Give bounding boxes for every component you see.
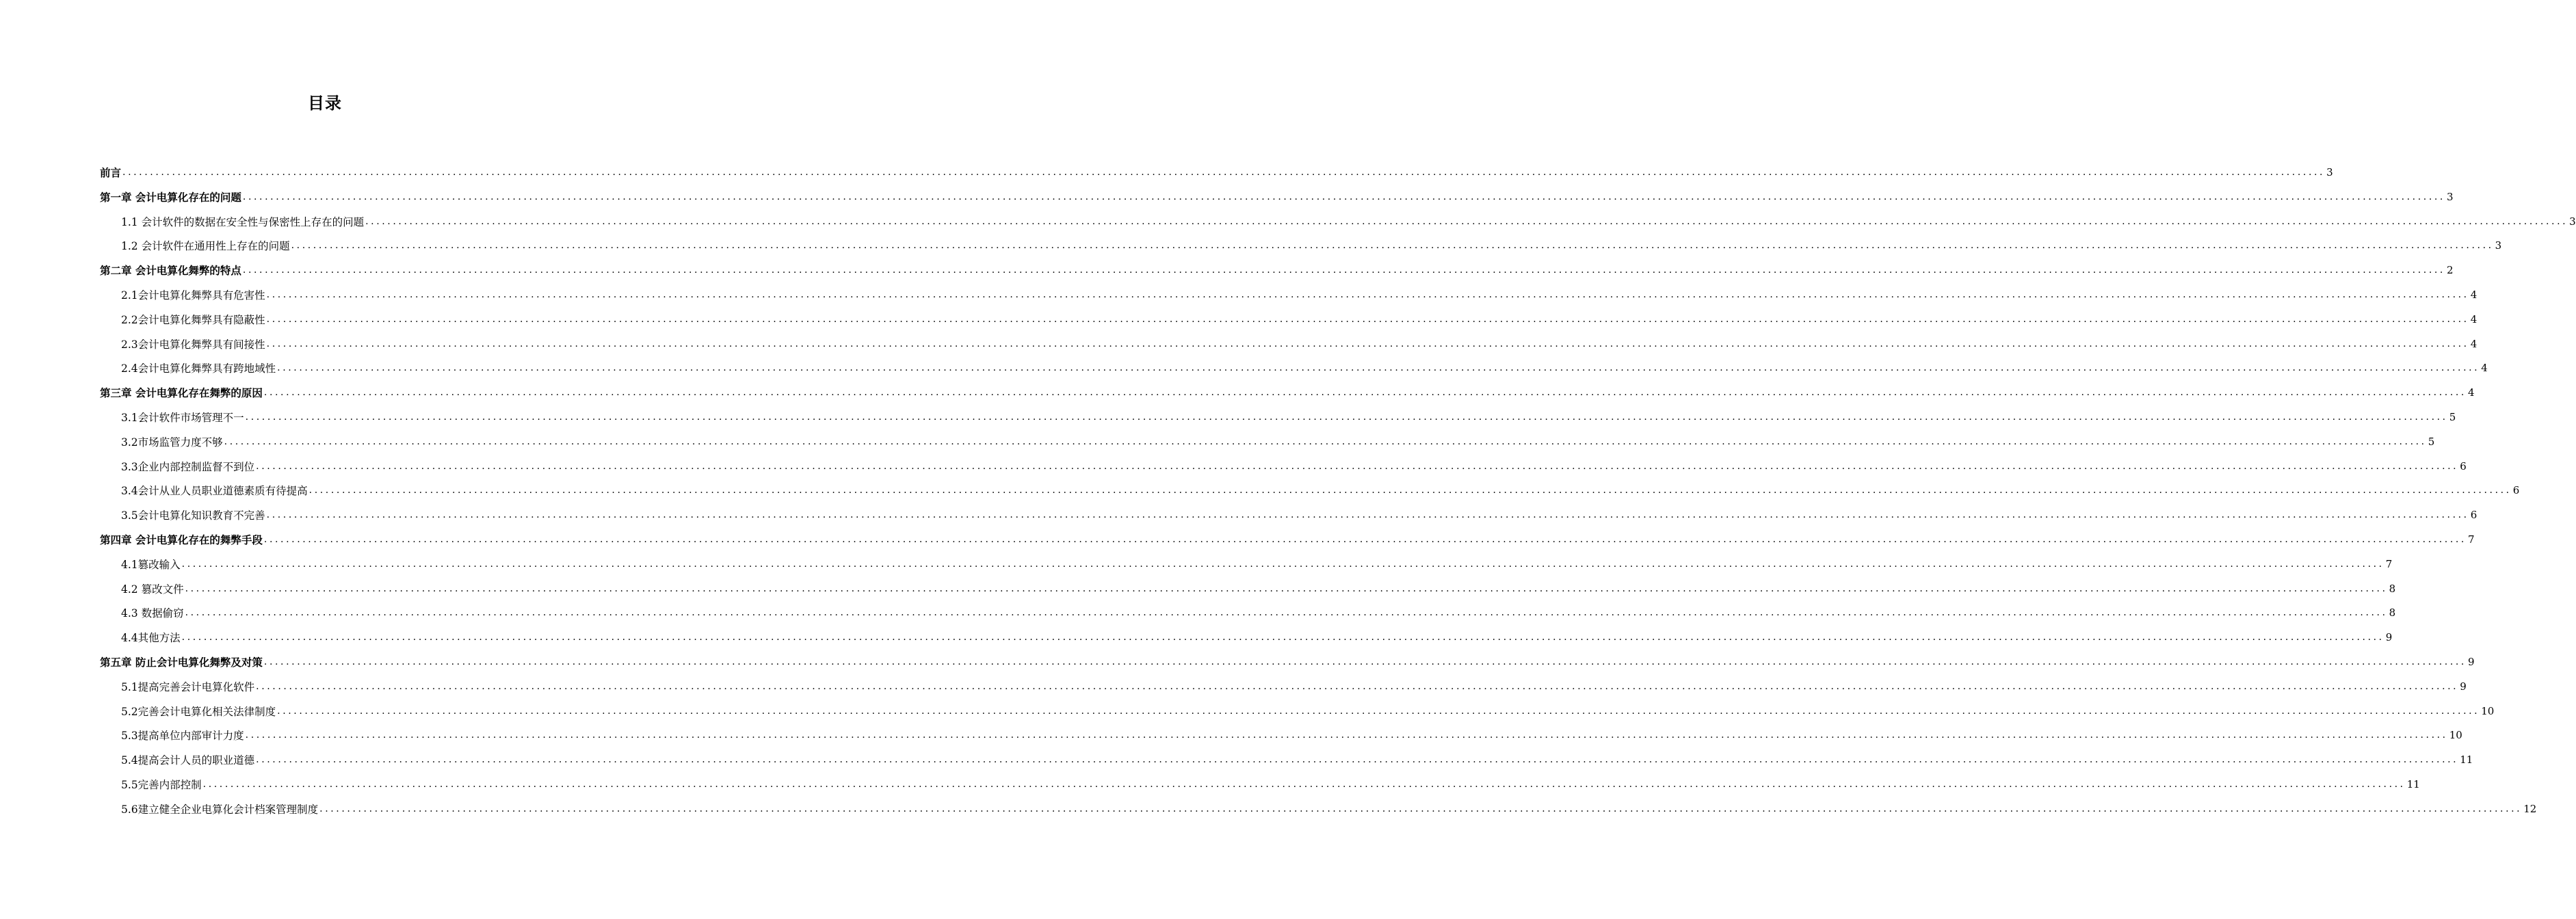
toc-entry-title: 第五章 防止会计电算化舞弊及对策 — [100, 656, 263, 669]
toc-dot-leader: ................................................................................................................................................................................................................................................................................................................................................................................................................ — [263, 387, 2467, 399]
toc-section-entry[interactable] — [121, 478, 2520, 503]
toc-section-entry[interactable] — [121, 576, 2396, 601]
toc-page-number: 6 — [2512, 484, 2520, 497]
toc-section-entry[interactable] — [121, 600, 2396, 625]
toc-chapter-entry[interactable] — [100, 258, 2454, 282]
toc-entry-title: 2.4会计电算化舞弊具有跨地域性 — [121, 362, 276, 375]
toc-section-entry[interactable] — [121, 747, 2473, 772]
toc-page-number: 3 — [2326, 166, 2333, 178]
toc-section-entry[interactable] — [121, 503, 2478, 527]
toc-page-number: 8 — [2389, 582, 2396, 595]
toc-entry-title: 1.1 会计软件的数据在安全性与保密性上存在的问题 — [121, 215, 365, 228]
toc-dot-leader: ................................................................................................................................................................................................................................................................................................................................................................................................................ — [185, 583, 2388, 594]
toc-section-entry[interactable] — [121, 772, 2420, 797]
toc-entry-title: 2.2会计电算化舞弊具有隐蔽性 — [121, 313, 265, 326]
toc-page-number: 4 — [2481, 362, 2488, 375]
toc-dot-leader: ................................................................................................................................................................................................................................................................................................................................................................................................................ — [277, 362, 2480, 374]
toc-page-number: 4 — [2470, 289, 2478, 301]
toc-entry-title: 第一章 会计电算化存在的问题 — [100, 191, 241, 204]
toc-entry-title: 5.1提高完善会计电算化软件 — [121, 680, 255, 693]
toc-entry-title: 4.3 数据偷窃 — [121, 607, 184, 620]
toc-page-number: 7 — [2467, 533, 2475, 546]
toc-entry-title: 5.5完善内部控制 — [121, 779, 202, 791]
toc-dot-leader: ................................................................................................................................................................................................................................................................................................................................................................................................................ — [202, 779, 2406, 790]
toc-dot-leader: ................................................................................................................................................................................................................................................................................................................................................................................................................ — [266, 313, 2469, 325]
toc-page-number: 10 — [2481, 704, 2495, 717]
toc-chapter-entry[interactable] — [100, 650, 2475, 674]
toc-page-number: 4 — [2470, 337, 2478, 350]
toc-page-number: 11 — [2460, 754, 2473, 767]
toc-dot-leader: ................................................................................................................................................................................................................................................................................................................................................................................................................ — [365, 215, 2568, 227]
toc-section-entry[interactable] — [121, 699, 2495, 723]
toc-page-number: 5 — [2428, 435, 2435, 448]
toc-page-number: 12 — [2523, 802, 2537, 815]
toc-section-entry[interactable] — [121, 209, 2576, 234]
toc-page-number: 11 — [2406, 778, 2420, 790]
toc-page-number: 6 — [2460, 460, 2467, 472]
toc-page-number: 3 — [2569, 215, 2576, 228]
toc-section-entry[interactable] — [121, 307, 2478, 332]
toc-section-entry[interactable] — [121, 332, 2478, 356]
toc-dot-leader: ................................................................................................................................................................................................................................................................................................................................................................................................................ — [277, 705, 2480, 717]
toc-page-number: 5 — [2449, 411, 2456, 423]
toc-entry-title: 1.2 会计软件在通用性上存在的问题 — [121, 240, 290, 253]
toc-dot-leader: ................................................................................................................................................................................................................................................................................................................................................................................................................ — [256, 754, 2459, 766]
toc-entry-title: 4.2 篡改文件 — [121, 583, 184, 596]
toc-dot-leader: ................................................................................................................................................................................................................................................................................................................................................................................................................ — [263, 656, 2467, 667]
toc-section-entry[interactable] — [121, 674, 2467, 699]
toc-chapter-entry[interactable] — [100, 185, 2454, 209]
toc-chapter-entry[interactable] — [100, 380, 2475, 405]
toc-dot-leader: ................................................................................................................................................................................................................................................................................................................................................................................................................ — [242, 191, 2445, 202]
toc-dot-leader: ................................................................................................................................................................................................................................................................................................................................................................................................................ — [256, 680, 2459, 692]
toc-entry-title: 5.4提高会计人员的职业道德 — [121, 754, 255, 767]
toc-page-number: 2 — [2446, 264, 2454, 277]
toc-dot-leader: ................................................................................................................................................................................................................................................................................................................................................................................................................ — [263, 534, 2467, 545]
toc-entry-title: 3.1会计软件市场管理不一 — [121, 412, 244, 424]
toc-dot-leader: ................................................................................................................................................................................................................................................................................................................................................................................................................ — [308, 485, 2512, 496]
toc-chapter-entry[interactable] — [100, 160, 2333, 185]
toc-page-number: 4 — [2470, 312, 2478, 325]
toc-page-number: 10 — [2449, 729, 2462, 742]
toc-dot-leader: ................................................................................................................................................................................................................................................................................................................................................................................................................ — [185, 607, 2388, 619]
toc-entry-title: 3.4会计从业人员职业道德素质有待提高 — [121, 485, 308, 498]
toc-dot-leader: ................................................................................................................................................................................................................................................................................................................................................................................................................ — [245, 730, 2448, 741]
toc-section-entry[interactable] — [121, 723, 2462, 747]
toc-dot-leader: ................................................................................................................................................................................................................................................................................................................................................................................................................ — [122, 167, 2326, 178]
toc-dot-leader: ................................................................................................................................................................................................................................................................................................................................................................................................................ — [319, 803, 2523, 814]
toc-entry-title: 第二章 会计电算化舞弊的特点 — [100, 265, 241, 278]
toc-section-entry[interactable] — [121, 625, 2393, 650]
toc-dot-leader: ................................................................................................................................................................................................................................................................................................................................................................................................................ — [291, 240, 2494, 252]
toc-section-entry[interactable] — [121, 233, 2502, 258]
toc-entry-title: 5.6建立健全企业电算化会计档案管理制度 — [121, 803, 319, 816]
toc-section-entry[interactable] — [121, 405, 2456, 429]
toc-entry-title: 2.1会计电算化舞弊具有危害性 — [121, 289, 265, 302]
toc-entry-title: 4.4其他方法 — [121, 632, 181, 645]
toc-section-entry[interactable] — [121, 552, 2393, 576]
toc-dot-leader: ................................................................................................................................................................................................................................................................................................................................................................................................................ — [181, 558, 2384, 570]
toc-entry-title: 5.2完善会计电算化相关法律制度 — [121, 705, 276, 718]
toc-page-number: 8 — [2389, 607, 2396, 620]
toc-dot-leader: ................................................................................................................................................................................................................................................................................................................................................................................................................ — [245, 412, 2448, 423]
toc-page-number: 3 — [2446, 190, 2454, 203]
toc-page-number: 9 — [2460, 680, 2467, 693]
toc-dot-leader: ................................................................................................................................................................................................................................................................................................................................................................................................................ — [256, 460, 2459, 472]
toc-dot-leader: ................................................................................................................................................................................................................................................................................................................................................................................................................ — [242, 265, 2445, 276]
toc-entry-title: 5.3提高单位内部审计力度 — [121, 730, 244, 743]
toc-page-number: 6 — [2470, 509, 2478, 522]
toc-dot-leader: ................................................................................................................................................................................................................................................................................................................................................................................................................ — [224, 436, 2427, 447]
toc-dot-leader: ................................................................................................................................................................................................................................................................................................................................................................................................................ — [181, 632, 2384, 643]
toc-page-number: 4 — [2467, 386, 2475, 399]
toc-entry-title: 第三章 会计电算化存在舞弊的原因 — [100, 387, 263, 400]
toc-entry-title: 第四章 会计电算化存在的舞弊手段 — [100, 534, 263, 546]
toc-entry-title: 2.3会计电算化舞弊具有间接性 — [121, 338, 265, 351]
toc-dot-leader: ................................................................................................................................................................................................................................................................................................................................................................................................................ — [266, 509, 2469, 521]
toc-dot-leader: ................................................................................................................................................................................................................................................................................................................................................................................................................ — [266, 338, 2469, 349]
toc-section-entry[interactable] — [121, 429, 2435, 454]
page-title: 目录 — [308, 94, 342, 113]
toc-section-entry[interactable] — [121, 797, 2537, 821]
toc-entry-title: 前言 — [100, 167, 122, 179]
toc-page-number: 9 — [2385, 631, 2393, 644]
toc-section-entry[interactable] — [121, 282, 2478, 307]
toc-page-number: 3 — [2495, 239, 2502, 252]
toc-entry-title: 3.2市场监管力度不够 — [121, 436, 223, 449]
toc-section-entry[interactable] — [121, 356, 2488, 380]
toc-dot-leader: ................................................................................................................................................................................................................................................................................................................................................................................................................ — [266, 289, 2469, 300]
toc-page-number: 9 — [2467, 656, 2475, 668]
toc-chapter-entry[interactable] — [100, 527, 2475, 552]
toc-entry-title: 4.1篡改输入 — [121, 558, 181, 571]
toc-section-entry[interactable] — [121, 454, 2467, 479]
toc-entry-title: 3.3企业内部控制监督不到位 — [121, 460, 255, 473]
toc-page-number: 7 — [2385, 557, 2393, 570]
toc-entry-title: 3.5会计电算化知识教育不完善 — [121, 509, 265, 522]
